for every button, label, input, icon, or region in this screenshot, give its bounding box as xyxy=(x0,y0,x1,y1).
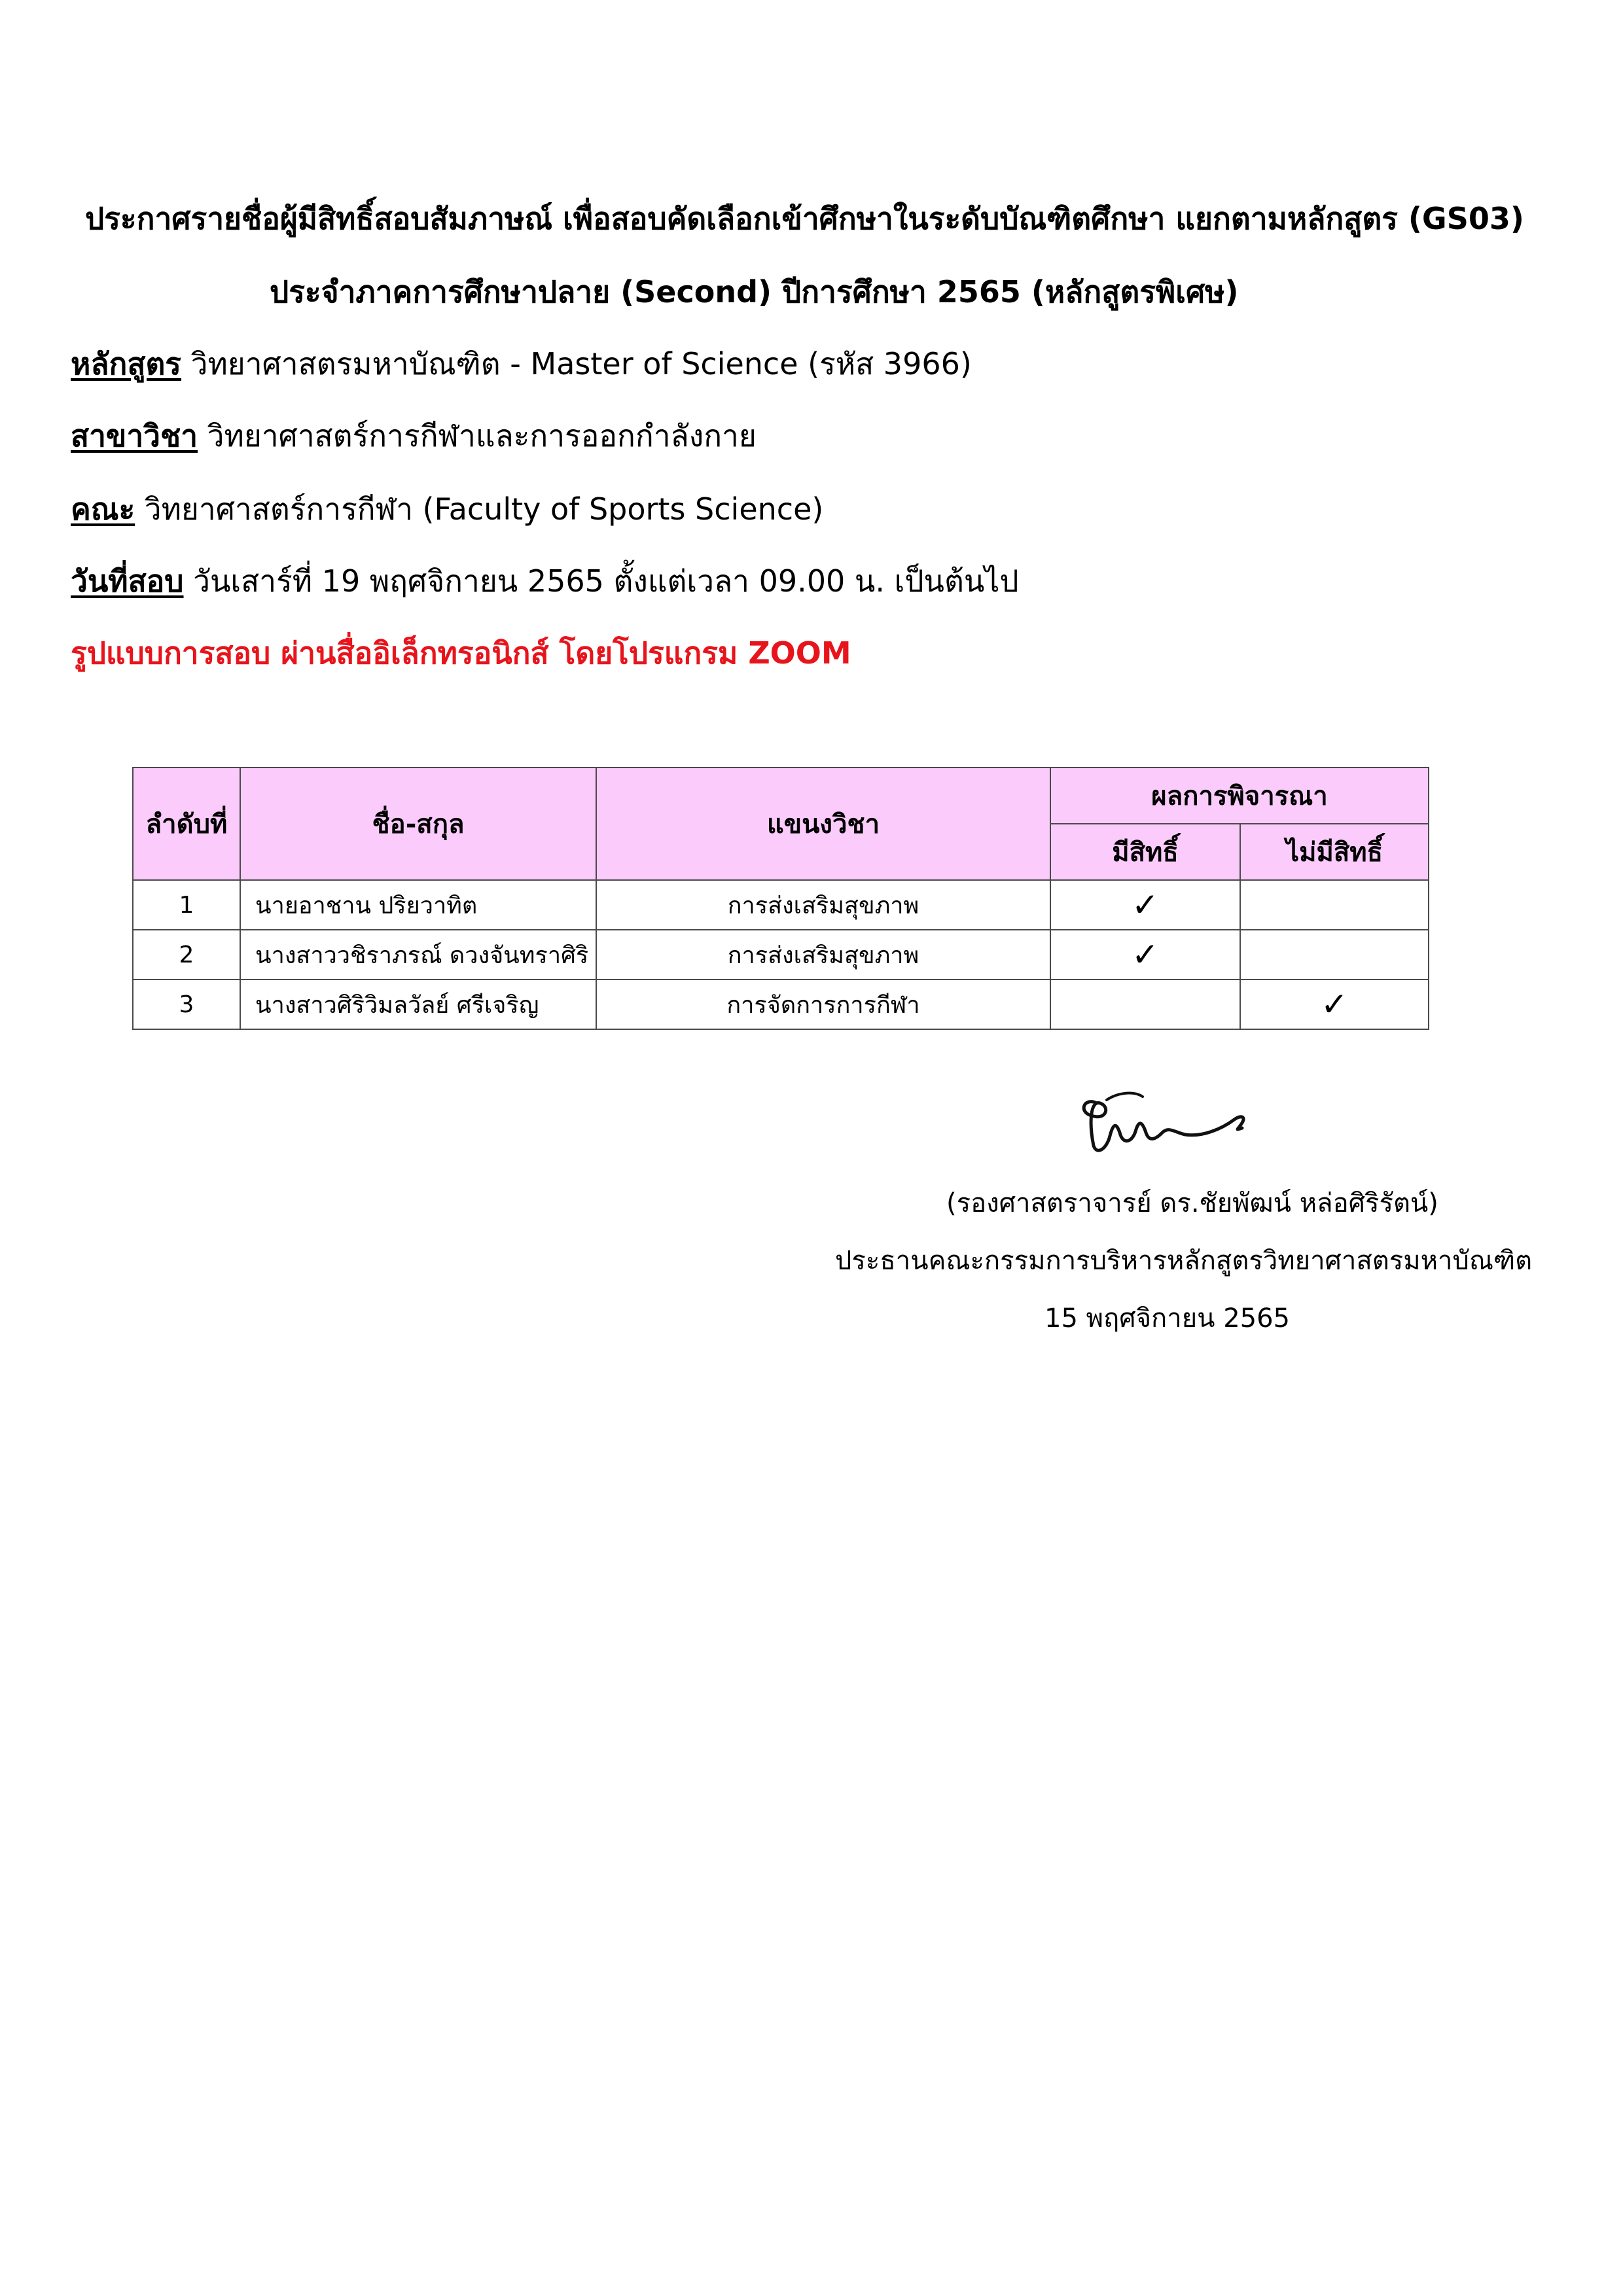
row-field: การจัดการการกีฬา xyxy=(596,980,1050,1029)
table-row xyxy=(133,880,1429,930)
exam-date-line xyxy=(71,561,1019,601)
header-eligible: มีสิทธิ์ xyxy=(1050,824,1240,880)
results-table xyxy=(132,767,1429,1030)
row-eligible xyxy=(1050,930,1240,980)
row-eligible xyxy=(1050,880,1240,930)
announcement-title: ประกาศรายชื่อผู้มีสิทธิ์สอบสัมภาษณ์ เพื่อสอบคัดเลือกเข้าศึกษาในระดับบัณฑิตศึกษา แยกตามหลักสูตร (GS03) xyxy=(85,201,1524,236)
header-not-eligible: ไม่มีสิทธิ์ xyxy=(1240,824,1429,880)
row-name: นายอาชาน ปริยวาทิต xyxy=(240,880,596,930)
row-not-eligible xyxy=(1240,880,1429,930)
major-value: วิทยาศาสตร์การกีฬาและการออกกำลังกาย xyxy=(198,418,757,453)
row-eligible xyxy=(1050,980,1240,1029)
row-name: นางสาวศิริวิมลวัลย์ ศรีเจริญ xyxy=(240,980,596,1029)
exam-date-value: วันเสาร์ที่ 19 พฤศจิกายน 2565 ตั้งแต่เวลา 09.00 น. เป็นต้นไป xyxy=(183,563,1019,599)
header-name: ชื่อ-สกุล xyxy=(240,768,596,880)
announcement-subtitle: ประจำภาคการศึกษาปลาย (Second) ปีการศึกษา 2565 (หลักสูตรพิเศษ) xyxy=(270,274,1239,309)
faculty-line xyxy=(71,489,823,529)
row-no: 3 xyxy=(133,980,240,1029)
row-not-eligible xyxy=(1240,930,1429,980)
faculty-value: วิทยาศาสตร์การกีฬา (Faculty of Sports Science) xyxy=(135,491,824,527)
row-no: 2 xyxy=(133,930,240,980)
row-name: นางสาววชิราภรณ์ ดวงจันทราศิริ xyxy=(240,930,596,980)
row-no: 1 xyxy=(133,880,240,930)
signature-mark xyxy=(1071,1084,1267,1162)
row-field: การส่งเสริมสุขภาพ xyxy=(596,930,1050,980)
major-line xyxy=(71,416,757,455)
program-label: หลักสูตร xyxy=(71,346,182,381)
program-value: วิทยาศาสตรมหาบัณฑิต - Master of Science (รหัส 3966) xyxy=(181,346,972,381)
check-icon: ✓ xyxy=(1132,885,1159,924)
exam-format-notice: รูปแบบการสอบ ผ่านสื่ออิเล็กทรอนิกส์ โดยโปรแกรม ZOOM xyxy=(71,635,851,671)
faculty-label: คณะ xyxy=(71,491,135,527)
check-icon: ✓ xyxy=(1132,935,1159,974)
check-icon: ✓ xyxy=(1321,985,1348,1023)
table-header-row xyxy=(133,768,1429,824)
sign-date: 15 พฤศจิกายน 2565 xyxy=(1044,1303,1290,1333)
table-row xyxy=(133,930,1429,980)
table-row xyxy=(133,980,1429,1029)
header-result: ผลการพิจารณา xyxy=(1050,768,1429,824)
signer-name: (รองศาสตราจารย์ ดร.ชัยพัฒน์ หล่อศิริรัตน์) xyxy=(946,1188,1438,1218)
exam-date-label: วันที่สอบ xyxy=(71,563,184,599)
row-not-eligible xyxy=(1240,980,1429,1029)
header-no: ลำดับที่ xyxy=(133,768,240,880)
program-line xyxy=(71,344,972,383)
header-field: แขนงวิชา xyxy=(596,768,1050,880)
major-label: สาขาวิชา xyxy=(71,418,198,453)
signer-title: ประธานคณะกรรมการบริหารหลักสูตรวิทยาศาสตรมหาบัณฑิต xyxy=(835,1246,1533,1276)
row-field: การส่งเสริมสุขภาพ xyxy=(596,880,1050,930)
